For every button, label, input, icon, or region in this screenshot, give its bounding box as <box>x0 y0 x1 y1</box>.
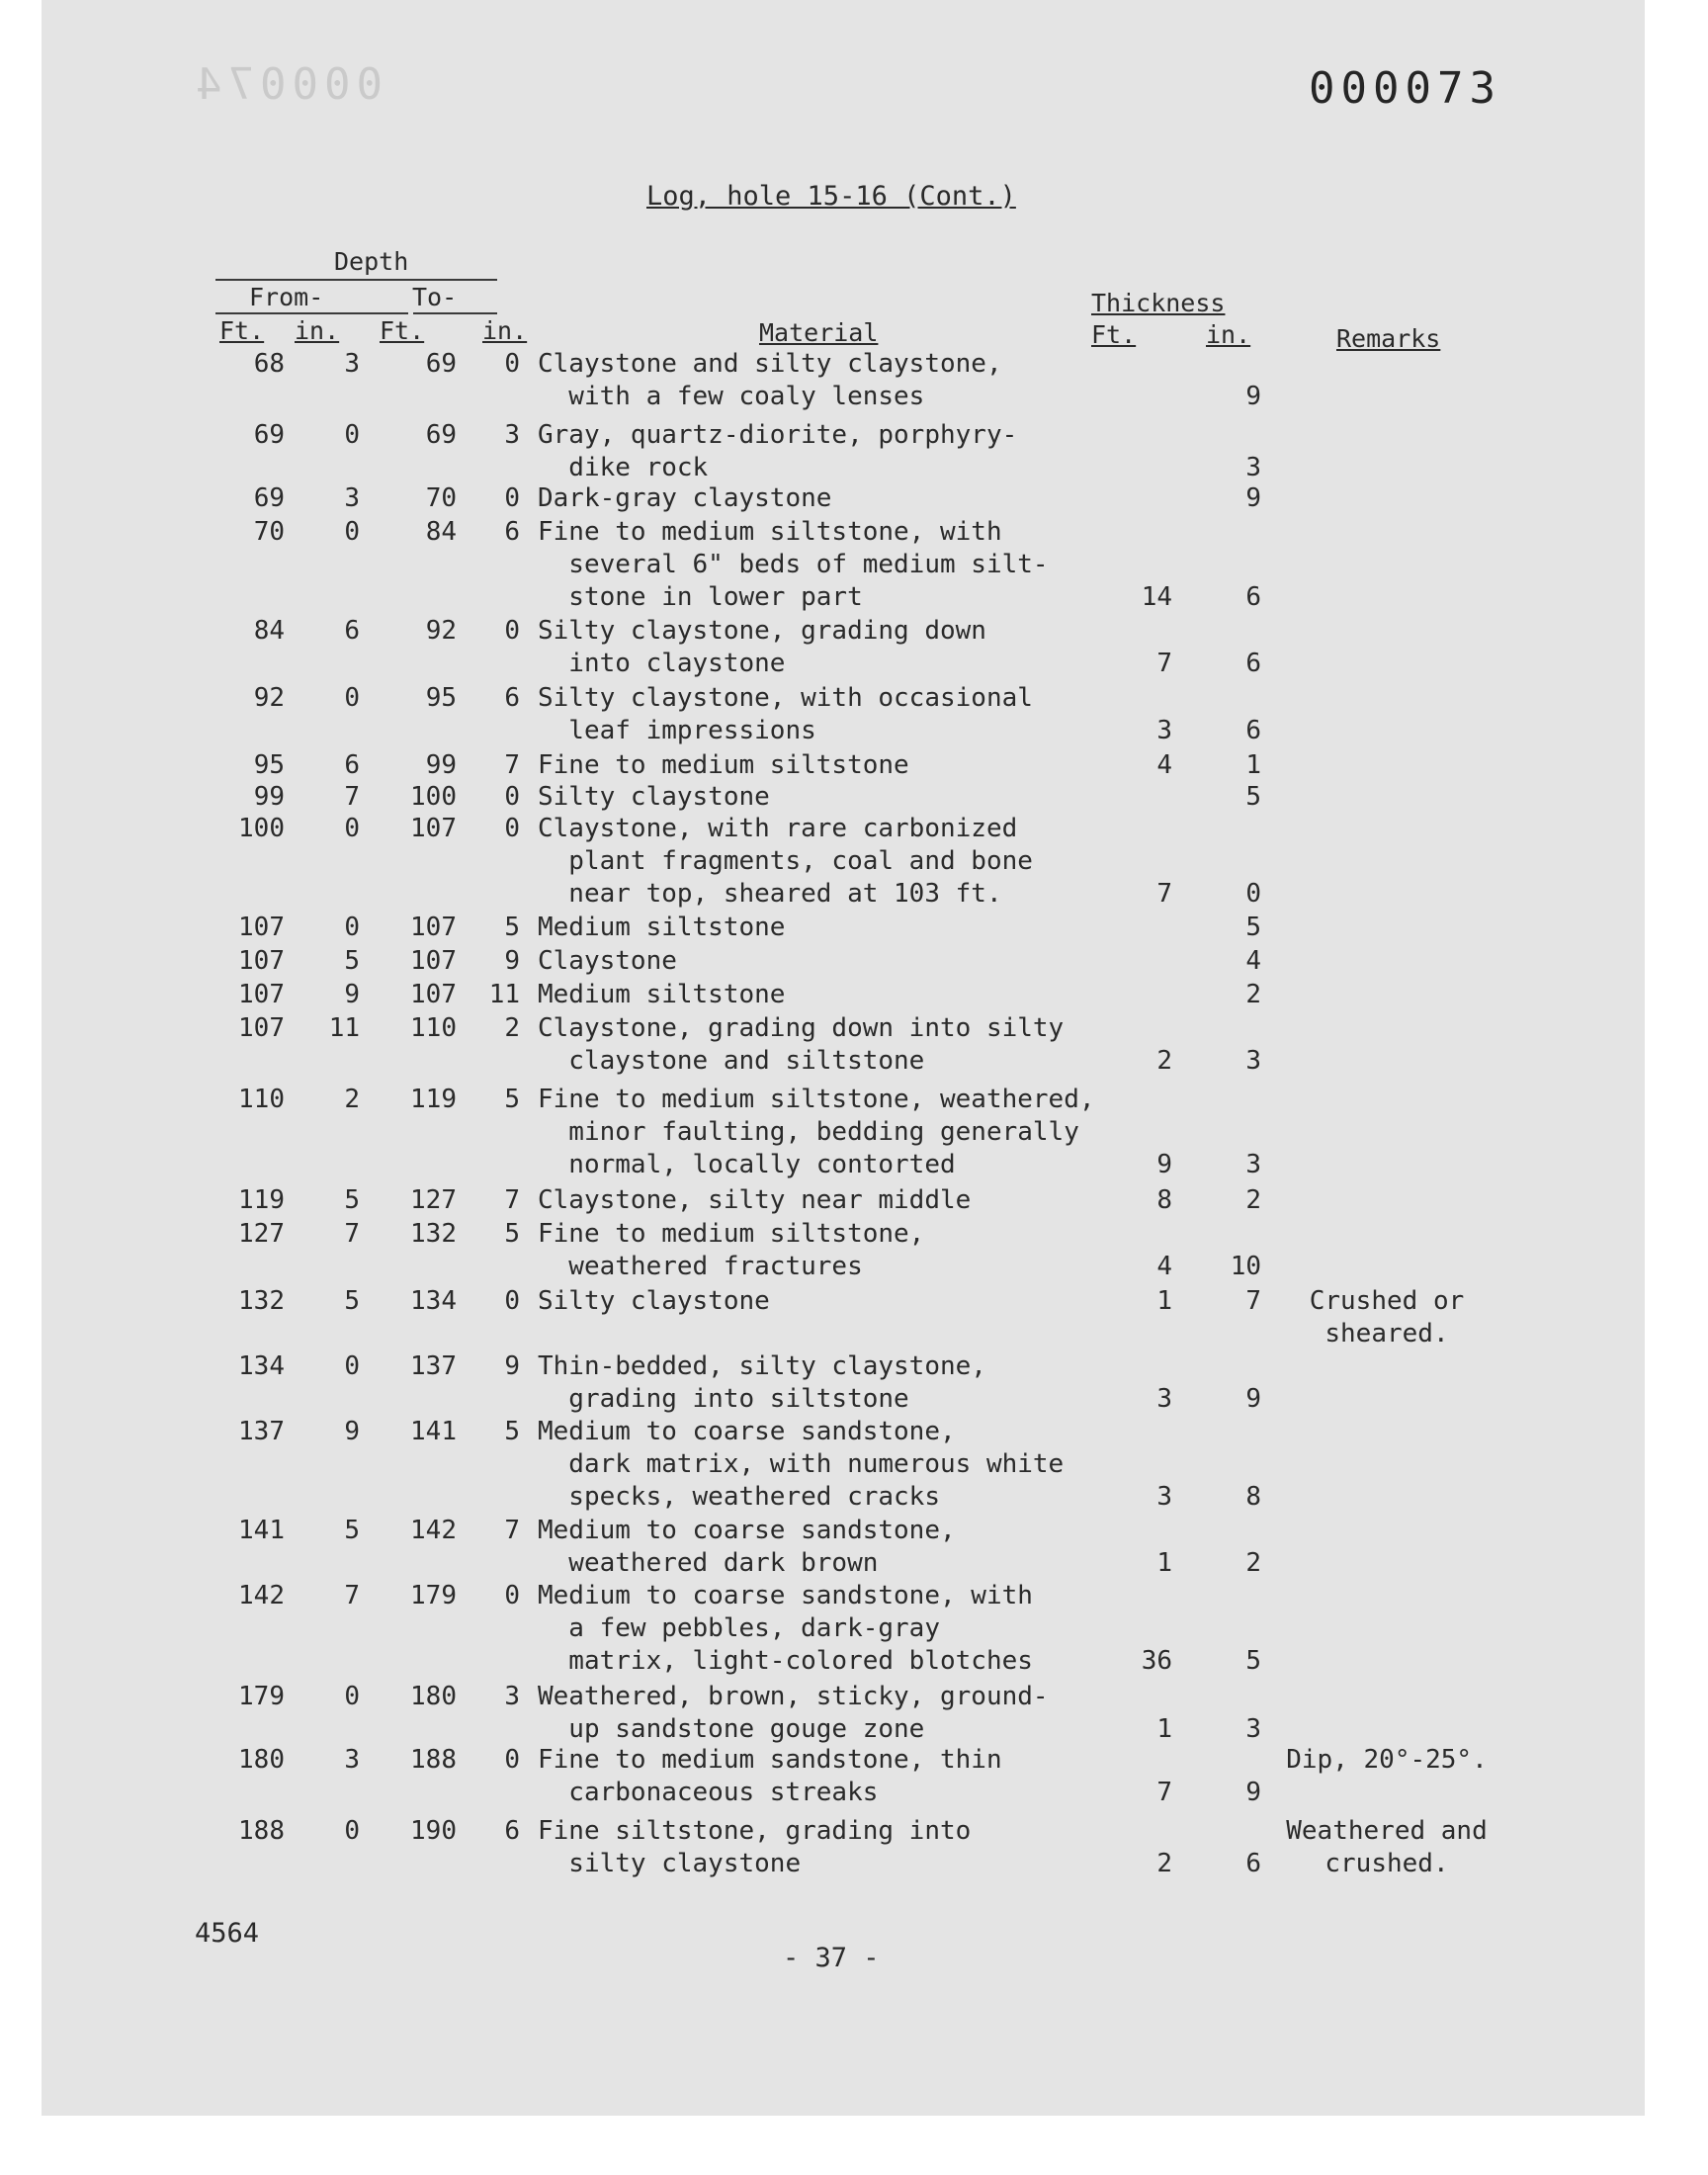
from-ft-cell: 107 <box>238 946 285 976</box>
from-ft-cell: 127 <box>238 1219 285 1249</box>
table-row <box>42 615 1645 688</box>
to-ft-cell: 179 <box>410 1581 457 1610</box>
from-ft-cell: 84 <box>253 616 285 646</box>
page-title: Log, hole 15-16 (Cont.) <box>646 181 1016 212</box>
from-in-cell: 9 <box>344 980 360 1009</box>
thickness-in-header: in. <box>1206 320 1251 349</box>
to-in-cell: 9 <box>504 1351 520 1381</box>
table-row <box>42 1218 1645 1291</box>
table-row <box>42 1012 1645 1086</box>
table-row <box>42 1815 1645 1888</box>
from-ft-cell: 99 <box>253 782 285 812</box>
to-ft-cell: 95 <box>425 683 457 713</box>
thickness-in-cell: 1 <box>1245 750 1261 780</box>
thickness-ft-cell: 3 <box>1156 1482 1172 1512</box>
material-cell: Fine siltstone, grading into silty claystone <box>538 1816 972 1878</box>
thickness-in-cell: 6 <box>1245 649 1261 678</box>
from-in-cell: 5 <box>344 1286 360 1316</box>
to-ft-cell: 180 <box>410 1682 457 1711</box>
thickness-ft-cell: 14 <box>1141 582 1172 612</box>
material-cell: Medium siltstone <box>538 913 786 942</box>
from-in-cell: 0 <box>344 1816 360 1846</box>
from-in-cell: 2 <box>344 1085 360 1114</box>
from-ft-cell: 107 <box>238 913 285 942</box>
thickness-in-cell: 9 <box>1245 483 1261 513</box>
thickness-ft-cell: 1 <box>1156 1548 1172 1578</box>
table-row <box>42 1515 1645 1588</box>
material-cell: Claystone and silty claystone, with a few coaly lenses <box>538 349 1002 411</box>
depth-rule <box>215 279 497 281</box>
material-cell: Fine to medium siltstone <box>538 750 909 780</box>
remarks-cell: Dip, 20°-25°. <box>1286 1745 1488 1775</box>
thickness-in-cell: 6 <box>1245 1849 1261 1878</box>
to-in-cell: 5 <box>504 913 520 942</box>
bleed-through-number: 000074 <box>190 59 383 110</box>
table-row <box>42 1580 1645 1676</box>
from-ft-cell: 132 <box>238 1286 285 1316</box>
footer-number: 4564 <box>195 1918 260 1949</box>
from-ft-cell: 141 <box>238 1516 285 1545</box>
to-rule <box>413 312 497 314</box>
from-rule <box>215 312 408 314</box>
thickness-in-cell: 8 <box>1245 1482 1261 1512</box>
from-in-cell: 0 <box>344 913 360 942</box>
from-ft-cell: 107 <box>238 980 285 1009</box>
to-in-cell: 2 <box>504 1013 520 1043</box>
to-in-cell: 7 <box>504 1516 520 1545</box>
thickness-in-cell: 3 <box>1245 1046 1261 1076</box>
to-ft-cell: 132 <box>410 1219 457 1249</box>
to-ft-cell: 107 <box>410 980 457 1009</box>
thickness-in-cell: 9 <box>1245 1778 1261 1807</box>
from-in-cell: 5 <box>344 1516 360 1545</box>
thickness-in-cell: 5 <box>1245 1646 1261 1676</box>
thickness-header: Thickness <box>1091 289 1226 317</box>
thickness-ft-cell: 2 <box>1156 1046 1172 1076</box>
material-cell: Medium to coarse sandstone, weathered dark brown <box>538 1516 956 1578</box>
to-in-cell: 0 <box>504 1745 520 1775</box>
thickness-in-cell: 2 <box>1245 1548 1261 1578</box>
from-ft-cell: 110 <box>238 1085 285 1114</box>
depth-header: Depth <box>334 247 409 276</box>
to-ft-cell: 127 <box>410 1185 457 1215</box>
to-in-cell: 6 <box>504 683 520 713</box>
from-ft-cell: 107 <box>238 1013 285 1043</box>
to-in-cell: 6 <box>504 517 520 547</box>
page-number: - 37 - <box>783 1943 880 1973</box>
from-in-cell: 5 <box>344 1185 360 1215</box>
from-in-cell: 3 <box>344 483 360 513</box>
from-ft-cell: 69 <box>253 420 285 450</box>
from-in-cell: 7 <box>344 1581 360 1610</box>
material-cell: Fine to medium siltstone, weathered, minor faulting, bedding generally normal, locally contorted <box>538 1085 1095 1179</box>
from-ft-cell: 119 <box>238 1185 285 1215</box>
to-in-cell: 0 <box>504 782 520 812</box>
material-cell: Claystone, silty near middle <box>538 1185 972 1215</box>
table-row <box>42 1416 1645 1512</box>
material-header: Material <box>759 318 879 347</box>
document-number: 000073 <box>1309 63 1501 114</box>
material-cell: Claystone <box>538 946 677 976</box>
from-in-cell: 11 <box>328 1013 360 1043</box>
table-row <box>42 1084 1645 1179</box>
from-in-cell: 0 <box>344 420 360 450</box>
thickness-ft-cell: 7 <box>1156 649 1172 678</box>
remarks-cell: Crushed or sheared. <box>1309 1286 1465 1348</box>
to-ft-cell: 69 <box>425 420 457 450</box>
from-ft-cell: 92 <box>253 683 285 713</box>
material-cell: Claystone, grading down into silty claystone and siltstone <box>538 1013 1065 1076</box>
material-cell: Medium to coarse sandstone, dark matrix, with numerous white specks, weathered cracks <box>538 1417 1065 1512</box>
thickness-in-cell: 6 <box>1245 716 1261 745</box>
from-in-cell: 3 <box>344 1745 360 1775</box>
material-cell: Medium to coarse sandstone, with a few pebbles, dark-gray matrix, light-colored blotches <box>538 1581 1033 1676</box>
from-in-cell: 0 <box>344 517 360 547</box>
thickness-in-cell: 2 <box>1245 1185 1261 1215</box>
to-ft-cell: 141 <box>410 1417 457 1446</box>
to-ft-cell: 107 <box>410 814 457 843</box>
from-ft-cell: 95 <box>253 750 285 780</box>
to-ft-cell: 110 <box>410 1013 457 1043</box>
thickness-in-cell: 4 <box>1245 946 1261 976</box>
from-in-cell: 3 <box>344 349 360 379</box>
from-in-cell: 5 <box>344 946 360 976</box>
thickness-in-cell: 5 <box>1245 913 1261 942</box>
table-row <box>42 348 1645 421</box>
to-in-cell: 0 <box>504 616 520 646</box>
thickness-in-cell: 9 <box>1245 382 1261 411</box>
to-ft-cell: 100 <box>410 782 457 812</box>
material-cell: Thin-bedded, silty claystone, grading into siltstone <box>538 1351 986 1414</box>
table-row <box>42 1350 1645 1424</box>
to-ft-cell: 107 <box>410 913 457 942</box>
to-in-cell: 6 <box>504 1816 520 1846</box>
thickness-in-cell: 3 <box>1245 453 1261 482</box>
table-row <box>42 1744 1645 1817</box>
to-ft-cell: 107 <box>410 946 457 976</box>
material-cell: Fine to medium siltstone, weathered fractures <box>538 1219 925 1281</box>
from-ft-cell: 134 <box>238 1351 285 1381</box>
table-row <box>42 419 1645 492</box>
from-ft-cell: 69 <box>253 483 285 513</box>
material-cell: Medium siltstone <box>538 980 786 1009</box>
table-row <box>42 1681 1645 1754</box>
to-in-cell: 0 <box>504 1286 520 1316</box>
to-ft-cell: 70 <box>425 483 457 513</box>
thickness-in-cell: 5 <box>1245 782 1261 812</box>
thickness-ft-cell: 36 <box>1141 1646 1172 1676</box>
thickness-in-cell: 0 <box>1245 879 1261 909</box>
to-ft-cell: 84 <box>425 517 457 547</box>
table-row <box>42 813 1645 909</box>
to-in-cell: 7 <box>504 750 520 780</box>
thickness-in-cell: 3 <box>1245 1150 1261 1179</box>
from-ft-cell: 137 <box>238 1417 285 1446</box>
material-cell: Silty claystone <box>538 782 770 812</box>
material-cell: Silty claystone, grading down into claystone <box>538 616 986 678</box>
material-cell: Silty claystone <box>538 1286 770 1316</box>
from-in-cell: 0 <box>344 814 360 843</box>
from-ft-cell: 70 <box>253 517 285 547</box>
to-in-cell: 3 <box>504 420 520 450</box>
from-ft-cell: 142 <box>238 1581 285 1610</box>
from-in-cell: 6 <box>344 616 360 646</box>
to-in-cell: 9 <box>504 946 520 976</box>
to-ft-cell: 142 <box>410 1516 457 1545</box>
to-in-cell: 0 <box>504 1581 520 1610</box>
material-cell: Fine to medium siltstone, with several 6" beds of medium silt- stone in lower part <box>538 517 1049 612</box>
thickness-in-cell: 7 <box>1245 1286 1261 1316</box>
thickness-ft-cell: 4 <box>1156 1252 1172 1281</box>
table-row <box>42 682 1645 755</box>
to-in-cell: 11 <box>488 980 520 1009</box>
thickness-in-cell: 10 <box>1230 1252 1261 1281</box>
from-in-header: in. <box>295 316 340 345</box>
to-ft-cell: 134 <box>410 1286 457 1316</box>
to-ft-cell: 92 <box>425 616 457 646</box>
thickness-ft-cell: 1 <box>1156 1714 1172 1744</box>
from-ft-cell: 188 <box>238 1816 285 1846</box>
remarks-cell: Weathered and crushed. <box>1286 1816 1488 1878</box>
material-cell: Gray, quartz-diorite, porphyry- dike rock <box>538 420 1018 482</box>
to-in-cell: 0 <box>504 349 520 379</box>
from-ft-cell: 179 <box>238 1682 285 1711</box>
document-page <box>42 0 1645 2116</box>
thickness-ft-cell: 7 <box>1156 879 1172 909</box>
from-ft-cell: 180 <box>238 1745 285 1775</box>
to-ft-header: Ft. <box>380 316 425 345</box>
remarks-header: Remarks <box>1336 324 1441 353</box>
thickness-ft-cell: 3 <box>1156 1384 1172 1414</box>
from-in-cell: 0 <box>344 683 360 713</box>
to-in-header: in. <box>482 316 528 345</box>
from-in-cell: 7 <box>344 782 360 812</box>
to-ft-cell: 99 <box>425 750 457 780</box>
thickness-ft-cell: 3 <box>1156 716 1172 745</box>
to-in-cell: 5 <box>504 1085 520 1114</box>
thickness-ft-cell: 8 <box>1156 1185 1172 1215</box>
material-cell: Dark-gray claystone <box>538 483 832 513</box>
table-row <box>42 516 1645 612</box>
to-ft-cell: 137 <box>410 1351 457 1381</box>
thickness-in-cell: 2 <box>1245 980 1261 1009</box>
thickness-ft-cell: 1 <box>1156 1286 1172 1316</box>
to-in-cell: 0 <box>504 483 520 513</box>
to-in-cell: 5 <box>504 1219 520 1249</box>
to-in-cell: 5 <box>504 1417 520 1446</box>
to-in-cell: 0 <box>504 814 520 843</box>
to-header: To- <box>412 283 458 311</box>
material-cell: Fine to medium sandstone, thin carbonaceous streaks <box>538 1745 1002 1807</box>
thickness-in-cell: 3 <box>1245 1714 1261 1744</box>
thickness-ft-cell: 2 <box>1156 1849 1172 1878</box>
to-in-cell: 3 <box>504 1682 520 1711</box>
thickness-ft-cell: 4 <box>1156 750 1172 780</box>
material-cell: Weathered, brown, sticky, ground- up sandstone gouge zone <box>538 1682 1049 1744</box>
from-header: From- <box>249 283 324 311</box>
to-ft-cell: 190 <box>410 1816 457 1846</box>
to-in-cell: 7 <box>504 1185 520 1215</box>
from-in-cell: 0 <box>344 1682 360 1711</box>
from-ft-cell: 68 <box>253 349 285 379</box>
from-in-cell: 6 <box>344 750 360 780</box>
to-ft-cell: 188 <box>410 1745 457 1775</box>
thickness-in-cell: 6 <box>1245 582 1261 612</box>
table-row <box>42 1285 1645 1358</box>
to-ft-cell: 69 <box>425 349 457 379</box>
from-ft-header: Ft. <box>219 316 265 345</box>
thickness-in-cell: 9 <box>1245 1384 1261 1414</box>
thickness-ft-header: Ft. <box>1091 320 1137 349</box>
from-in-cell: 9 <box>344 1417 360 1446</box>
from-in-cell: 0 <box>344 1351 360 1381</box>
material-cell: Claystone, with rare carbonized plant fragments, coal and bone near top, sheared at 103 ft. <box>538 814 1033 909</box>
to-ft-cell: 119 <box>410 1085 457 1114</box>
material-cell: Silty claystone, with occasional leaf impressions <box>538 683 1033 745</box>
from-in-cell: 7 <box>344 1219 360 1249</box>
thickness-ft-cell: 9 <box>1156 1150 1172 1179</box>
from-ft-cell: 100 <box>238 814 285 843</box>
thickness-ft-cell: 7 <box>1156 1778 1172 1807</box>
